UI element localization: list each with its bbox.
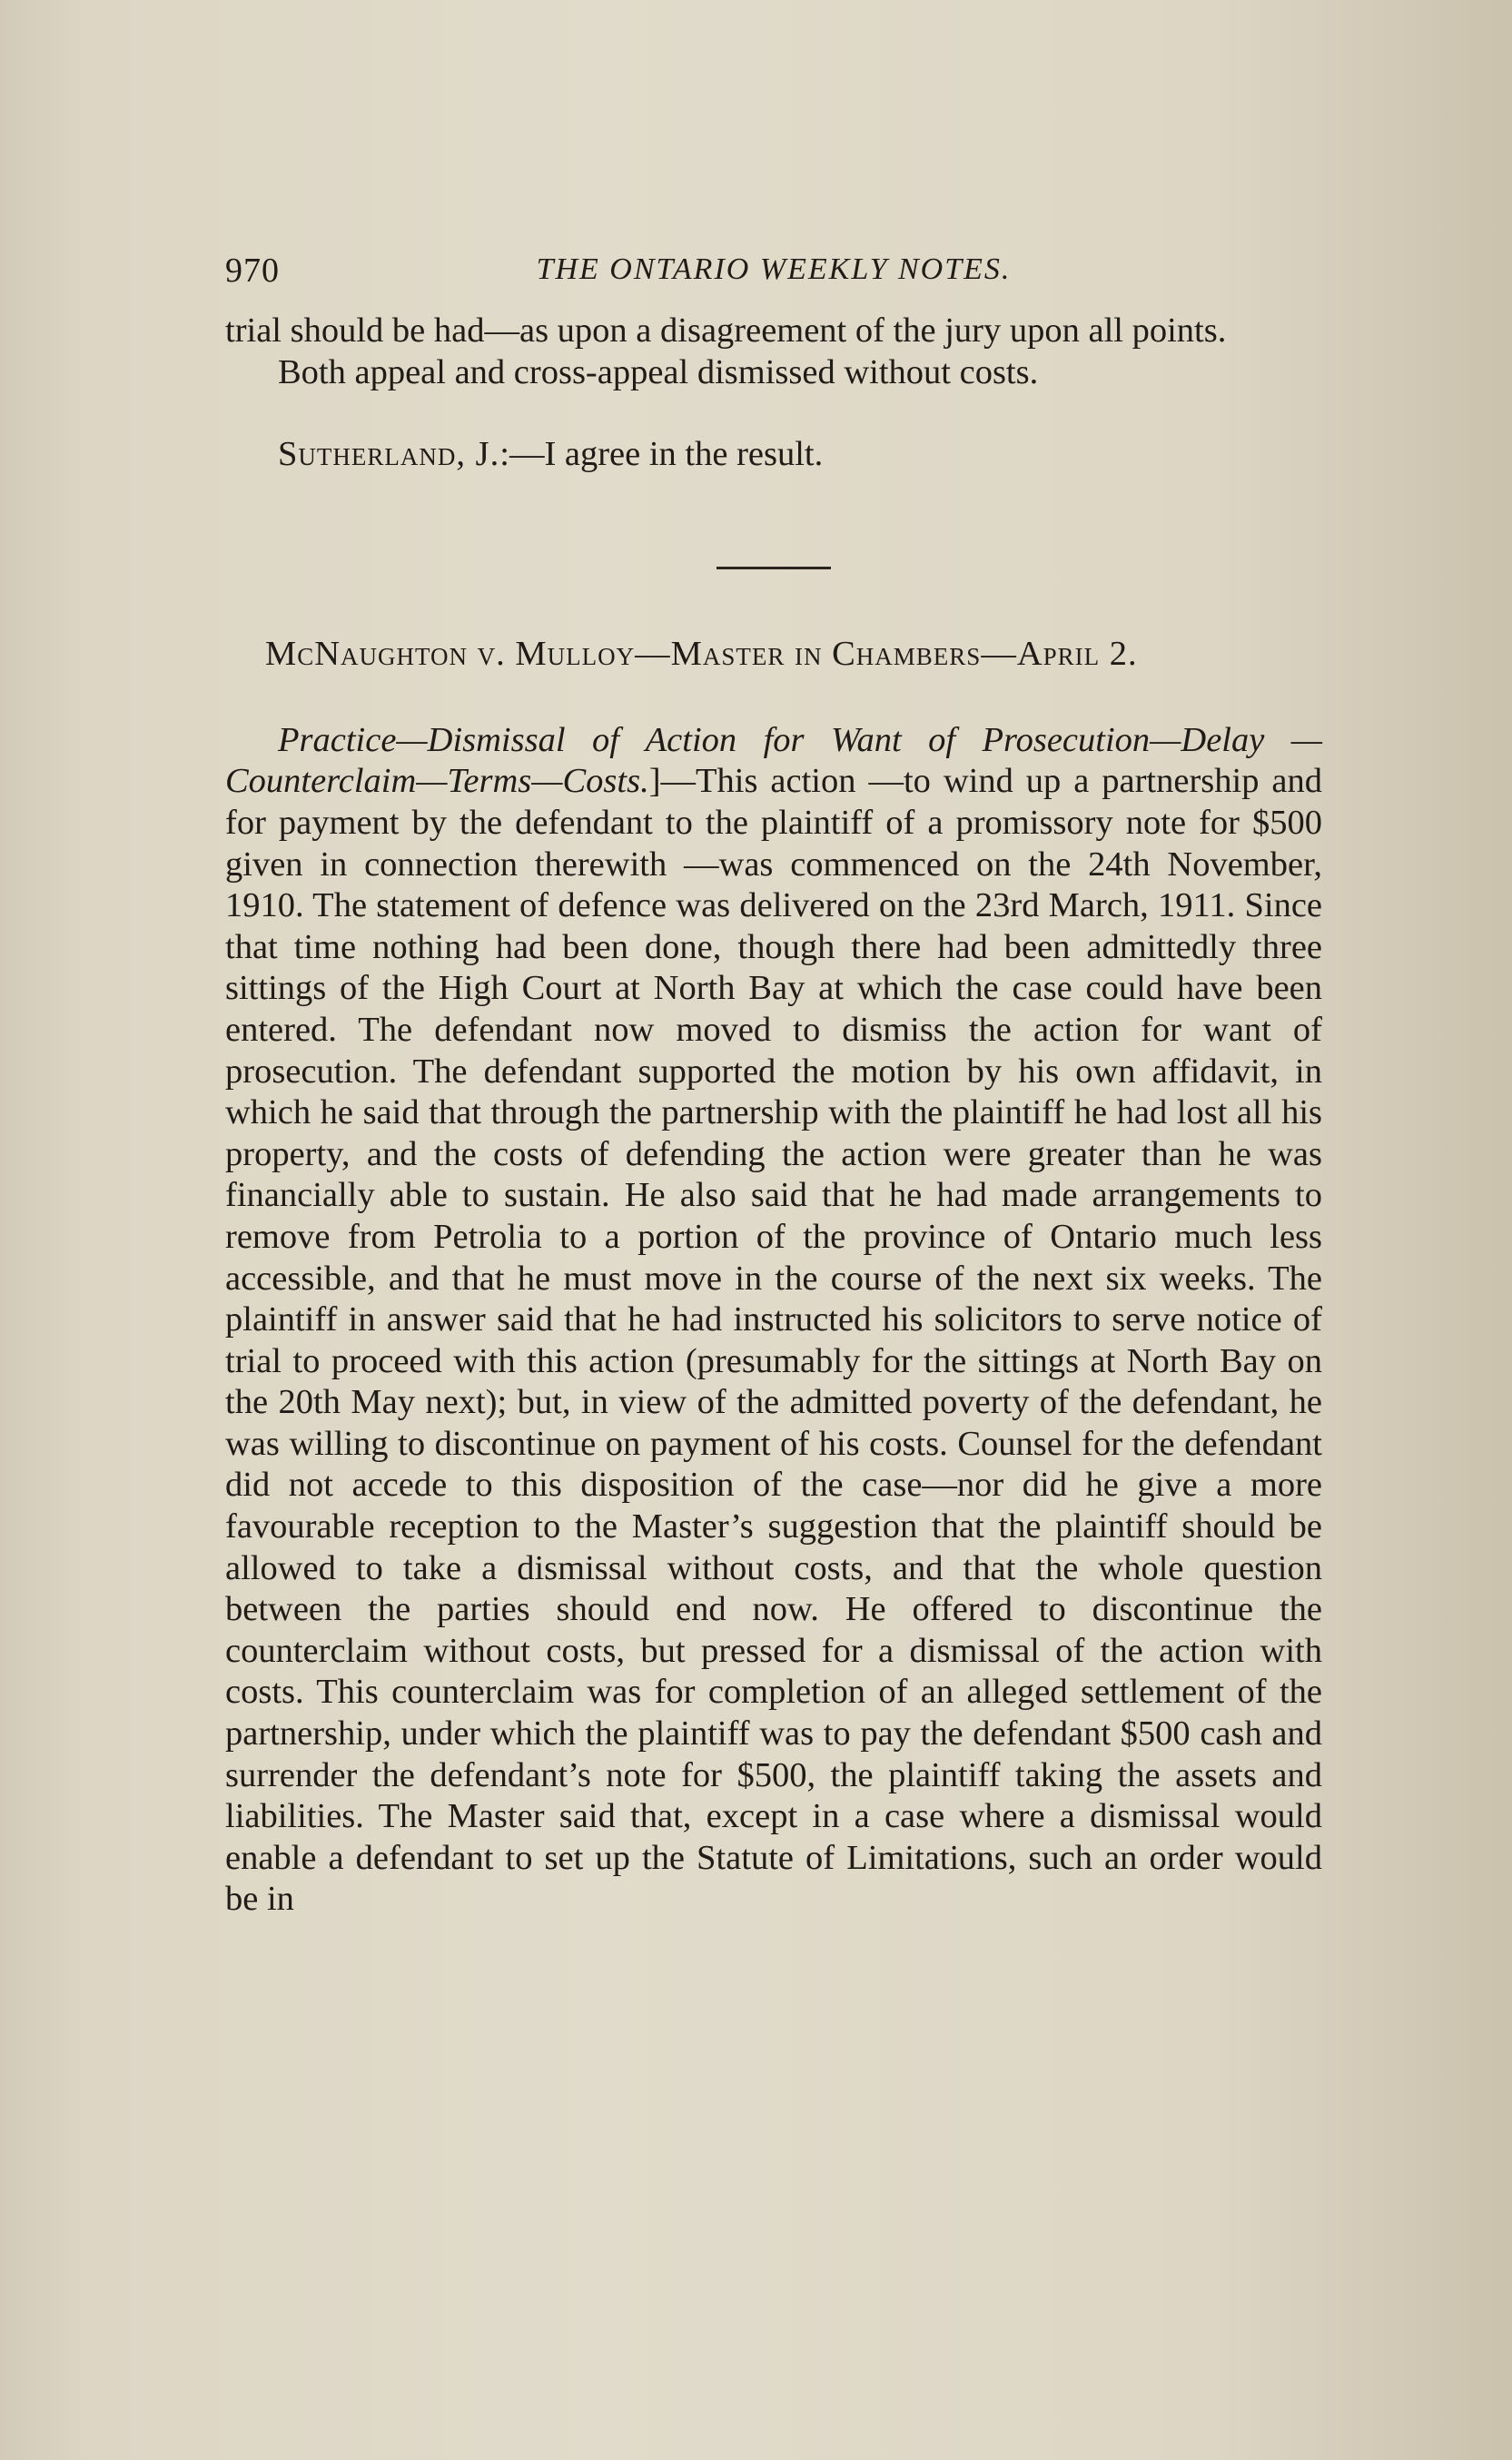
preceding-case-disposition: Both appeal and cross-appeal dismissed without costs. <box>278 352 1039 391</box>
preceding-case-conclusion: trial should be had—as upon a disagreement of the jury upon all points. <box>225 311 1227 350</box>
case-catchwords: Practice—Dismissal of Action for Want of Prosecution—Delay — Counterclaim—Terms—Costs. <box>225 720 1322 801</box>
section-divider <box>716 567 831 569</box>
case-report <box>225 720 1322 1921</box>
case-body-text: ]—This action —to wind up a partnership and for payment by the defendant to the plaintiff of a promissory note for $500 given in connection therewith —was commenced on the 24th November, 1910. The statement of defence was delivered on the 23rd March, 1911. Since that time nothing had been done, though there had been admittedly three sittings of the High Court at North Bay at which the case could have been entered. The defendant now moved to dismiss the action for want of prosecution. The defendant supported the motion by his own affidavit, in which he said that through the partnership with the plaintiff he had lost all his property, and the costs of defending the action were greater than he was financially able to sustain. He also said that he had made arrangements to remove from Petrolia to a portion of the province of Ontario much less accessible, and that he must move in the course of the next six weeks. The plaintiff in answer said that he had instructed his solicitors to serve notice of trial to proceed with this action (presumably for the sittings at North Bay on the 20th May next); but, in view of the admitted poverty of the defendant, he was willing to discontinue on payment of his costs. Counsel for the defendant did not accede to this disposition of the case—nor did he give a more favourable reception to the Master’s suggestion that the plaintiff should be allowed to take a dismissal without costs, and that the whole question between the parties should end now. He offered to discontinue the counterclaim without costs, but pressed for a dismissal of the action with costs. This counterclaim was for completion of an alleged settlement of the partnership, under which the plaintiff was to pay the defendant $500 cash and surrender the defendant’s note for $500, the plaintiff taking the assets and liabilities. The Master said that, except in a case where a dismissal would enable a defendant to set up the Statute of Limitations, such an order would be in <box>225 762 1322 1919</box>
concurring-opinion <box>225 434 1322 476</box>
journal-title: THE ONTARIO WEEKLY NOTES. <box>536 252 1012 286</box>
text-block <box>225 245 1322 1921</box>
judge-name: Sutherland, J. <box>278 435 500 474</box>
case-heading: McNaughton v. Mulloy—Master in Chambers—April 2. <box>265 634 1138 673</box>
concurrence-text: :—I agree in the result. <box>499 435 824 474</box>
running-head <box>225 245 1322 300</box>
page-number: 970 <box>225 252 280 290</box>
